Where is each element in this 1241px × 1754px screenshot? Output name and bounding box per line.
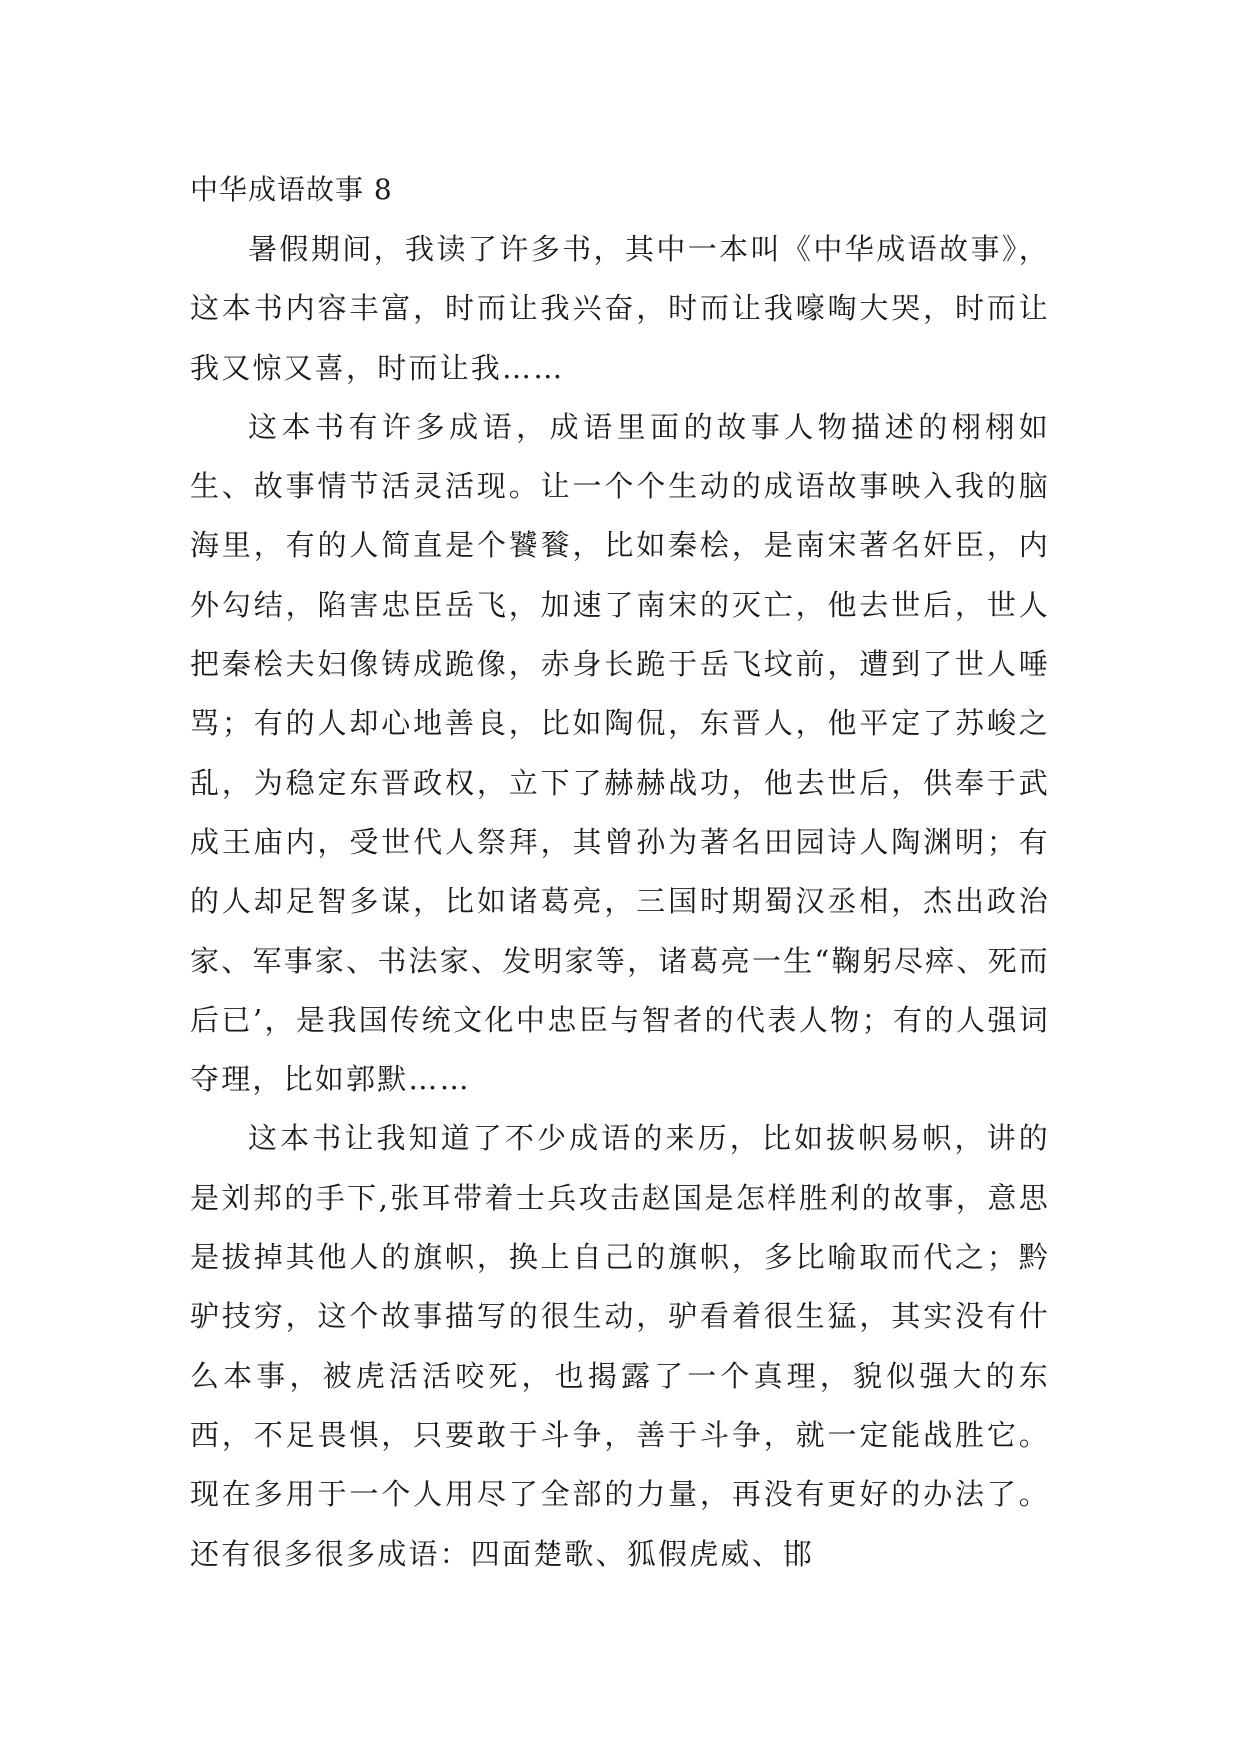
paragraph-summer-reading: 暑假期间，我读了许多书，其中一本叫《中华成语故事》，这本书内容丰富，时而让我兴奋，时而让我嚎啕大哭，时而让我又惊又喜，时而让我…… bbox=[190, 232, 1050, 385]
paragraph-idiom-characters: 这本书有许多成语，成语里面的故事人物描述的栩栩如生、故事情节活灵活现。让一个个生动的成语故事映入我的脑海里，有的人简直是个饕餮，比如秦桧，是南宋著名奸臣，内外勾结，陷害忠臣岳飞，加速了南宋的灭亡，他去世后，世人把秦桧夫妇像铸成跪像，赤身长跪于岳飞坟前，遭到了世人唾骂；有的人却心地善良，比如陶侃，东晋人，他平定了苏峻之乱，为稳定东晋政权，立下了赫赫战功，他去世后，供奉于武成王庙内，受世代人祭拜，其曾孙为著名田园诗人陶渊明；有的人却足智多谋，比如诸葛亮，三国时期蜀汉丞相，杰出政治家、军事家、书法家、发明家等，诸葛亮一生“鞠躬尽瘁、死而后已’，是我国传统文化中忠臣与智者的代表人物；有的人强词夺理，比如郭默…… bbox=[190, 409, 1050, 1097]
document-title: 中华成语故事 8 bbox=[190, 173, 393, 206]
paragraph-idiom-origins: 这本书让我知道了不少成语的来历，比如拔帜易帜，讲的是刘邦的手下,张耳带着士兵攻击赵国是怎样胜利的故事，意思是拔掉其他人的旗帜，换上自己的旗帜，多比喻取而代之；黔驴技穷，这个故事描写的很生动，驴看着很生猛，其实没有什么本事，被虎活活咬死，也揭露了一个真理，貌似强大的东西，不足畏惧，只要敢于斗争，善于斗争，就一定能战胜它。现在多用于一个人用尽了全部的力量，再没有更好的办法了。还有很多很多成语：四面楚歌、狐假虎威、邯 bbox=[190, 1121, 1050, 1571]
document-page bbox=[190, 160, 1050, 1584]
